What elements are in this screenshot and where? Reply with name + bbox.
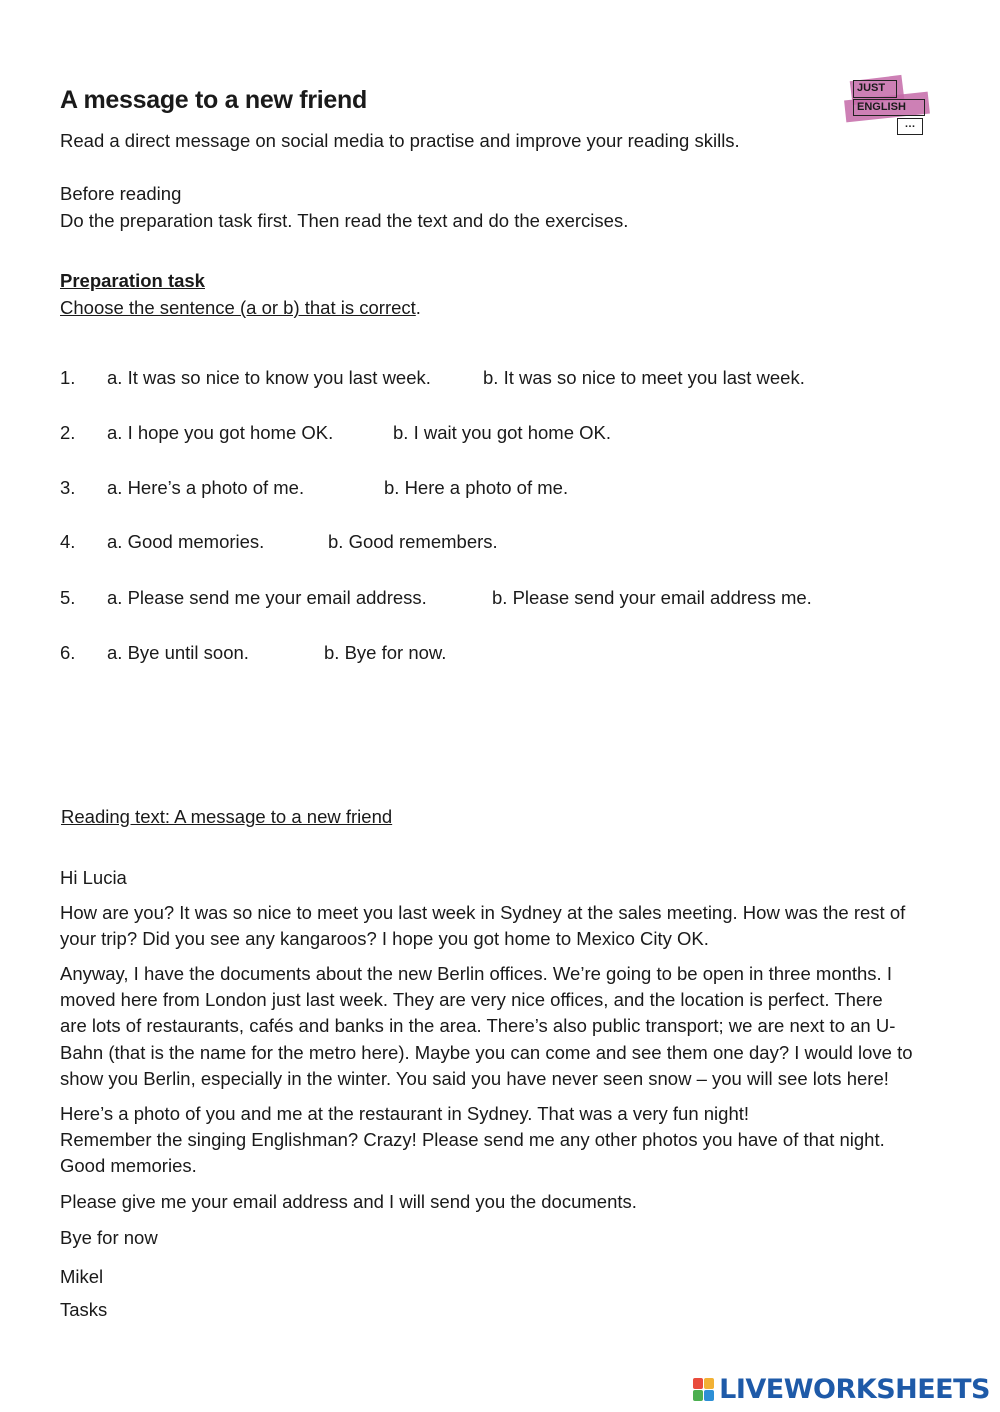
greeting: Hi Lucia	[60, 867, 127, 888]
paragraph-2-line: moved here from London just last week. They are very nice offices, and the location is perfect. There	[60, 989, 883, 1010]
question-option-a[interactable]: a. Here’s a photo of me.	[107, 477, 305, 498]
preparation-instruction-text: Choose the sentence (a or b) that is correct	[60, 297, 416, 318]
logo-line-2: ENGLISH	[853, 99, 925, 116]
question-number: 4.	[60, 531, 76, 552]
before-reading-heading: Before reading	[60, 183, 182, 204]
logo-line-1: JUST	[853, 80, 897, 98]
reading-heading: Reading text: A message to a new friend	[61, 806, 393, 827]
paragraph-2-line: show you Berlin, especially in the winter. You said you have never seen snow – you will see lots here!	[60, 1068, 889, 1089]
question-option-a[interactable]: a. Good memories.	[107, 531, 265, 552]
question-option-b[interactable]: b. It was so nice to meet you last week.	[483, 367, 805, 388]
tasks-heading: Tasks	[60, 1299, 108, 1320]
brand-name: LIVEWORKSHEETS	[719, 1374, 990, 1405]
preparation-heading: Preparation task	[60, 270, 205, 291]
paragraph-4: Please give me your email address and I will send you the documents.	[60, 1191, 637, 1212]
preparation-instruction-period: .	[415, 297, 421, 318]
signature: Mikel	[60, 1266, 104, 1287]
question-option-b[interactable]: b. Please send your email address me.	[492, 587, 812, 608]
preparation-instruction	[60, 297, 421, 319]
paragraph-3-line: Here’s a photo of you and me at the restaurant in Sydney. That was a very fun night!	[60, 1103, 750, 1124]
logo-line-3: …	[897, 118, 923, 135]
liveworksheets-brand	[693, 1374, 990, 1405]
paragraph-3-line: Remember the singing Englishman? Crazy! Please send me any other photos you have of that night.	[60, 1129, 885, 1150]
question-option-a[interactable]: a. It was so nice to know you last week.	[107, 367, 431, 388]
question-number: 5.	[60, 587, 76, 608]
question-option-b[interactable]: b. Bye for now.	[324, 642, 447, 663]
question-option-a[interactable]: a. Bye until soon.	[107, 642, 249, 663]
question-number: 1.	[60, 367, 76, 388]
closing: Bye for now	[60, 1227, 158, 1248]
question-number: 6.	[60, 642, 76, 663]
just-english-logo	[845, 76, 933, 138]
liveworksheets-icon	[693, 1378, 715, 1402]
paragraph-2-line: Bahn (that is the name for the metro here). Maybe you can come and see them one day? I would love to	[60, 1042, 913, 1063]
intro-text: Read a direct message on social media to practise and improve your reading skills.	[60, 130, 740, 151]
paragraph-2-line: are lots of restaurants, cafés and banks in the area. There’s also public transport; we are next to an U-	[60, 1015, 896, 1036]
question-option-b[interactable]: b. Here a photo of me.	[384, 477, 569, 498]
paragraph-2-line: Anyway, I have the documents about the new Berlin offices. We’re going to be open in three months. I	[60, 963, 892, 984]
page-title: A message to a new friend	[60, 86, 367, 114]
question-option-b[interactable]: b. I wait you got home OK.	[393, 422, 611, 443]
before-reading-instruction: Do the preparation task first. Then read the text and do the exercises.	[60, 210, 629, 231]
question-option-a[interactable]: a. I hope you got home OK.	[107, 422, 334, 443]
question-option-a[interactable]: a. Please send me your email address.	[107, 587, 427, 608]
paragraph-1-line: How are you? It was so nice to meet you last week in Sydney at the sales meeting. How was the rest of	[60, 902, 906, 923]
question-number: 2.	[60, 422, 76, 443]
paragraph-3-line: Good memories.	[60, 1155, 197, 1176]
question-number: 3.	[60, 477, 76, 498]
paragraph-1-line: your trip? Did you see any kangaroos? I hope you got home to Mexico City OK.	[60, 928, 709, 949]
question-option-b[interactable]: b. Good remembers.	[328, 531, 498, 552]
